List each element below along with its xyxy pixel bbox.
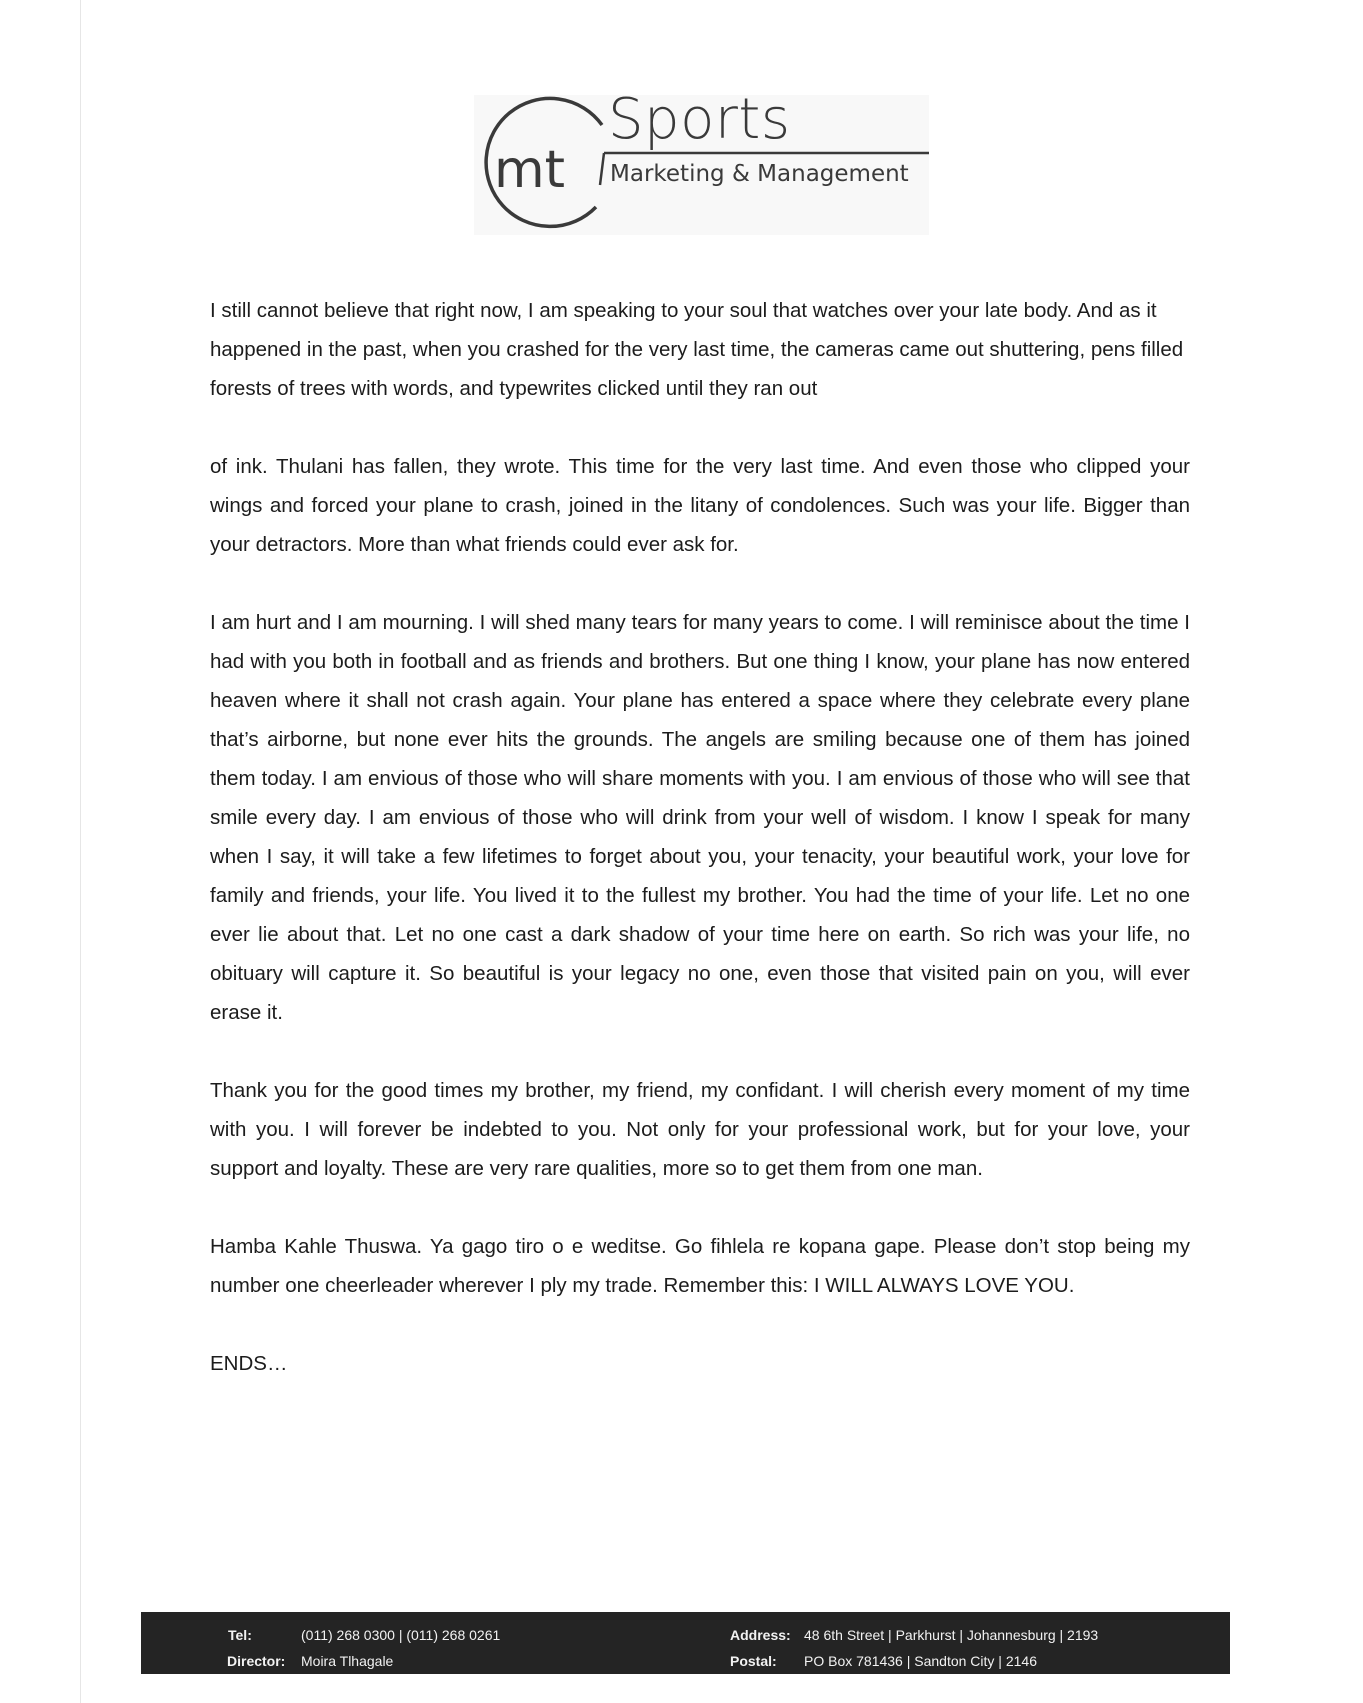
company-logo — [474, 87, 929, 235]
logo-monogram: mt — [494, 140, 566, 200]
letterhead-footer — [141, 1612, 1230, 1674]
logo-subtitle: Marketing & Management — [610, 161, 909, 187]
paragraph-4: Thank you for the good times my brother, my friend, my confidant. I will cherish every moment of my time with you. I will forever be indebted to you. Not only for your professional work, but for your love, your support and loyalty. These are very rare qualities, more so to get them from one man. — [210, 1079, 1190, 1180]
postal-value: PO Box 781436 | Sandton City | 2146 — [804, 1653, 1037, 1669]
paragraph-5: Hamba Kahle Thuswa. Ya gago tiro o e weditse. Go fihlela re kopana gape. Please don’t stop being my number one cheerleader wherever I ply my trade. Remember this: I WILL ALWAYS LOVE YOU. — [210, 1235, 1190, 1297]
page-edge — [80, 0, 81, 1703]
logo-title: Sports — [608, 87, 791, 152]
address-value: 48 6th Street | Parkhurst | Johannesburg | 2193 — [804, 1627, 1099, 1643]
director-label: Director: — [227, 1653, 286, 1669]
postal-label: Postal: — [730, 1653, 777, 1669]
paragraph-1: I still cannot believe that right now, I am speaking to your soul that watches over your late body. And as it happened in the past, when you crashed for the very last time, the cameras came out shuttering, pens filled forests of trees with words, and typewrites clicked until they ran out — [210, 299, 1184, 400]
paragraph-2: of ink. Thulani has fallen, they wrote. This time for the very last time. And even those who clipped your wings and forced your plane to crash, joined in the litany of condolences. Such was your life. Bigger than your detractors. More than what friends could ever ask for. — [210, 455, 1190, 556]
ends-marker: ENDS… — [210, 1352, 288, 1375]
address-label: Address: — [730, 1627, 791, 1643]
paragraph-3: I am hurt and I am mourning. I will shed many tears for many years to come. I will reminisce about the time I had with you both in football and as friends and brothers. But one thing I know, your plane has now entered heaven where it shall not crash again. Your plane has entered a space where they celebrate every plane that’s airborne, but none ever hits the grounds. The angels are smiling because one of them has joined them today. I am envious of those who will share moments with you. I am envious of those who will see that smile every day. I am envious of those who will drink from your well of wisdom. I know I speak for many when I say, it will take a few lifetimes to forget about you, your tenacity, your beautiful work, your love for family and friends, your life. You lived it to the fullest my brother. You had the time of your life. Let no one ever lie about that. Let no one cast a dark shadow of your time here on earth. So rich was your life, no obituary will capture it. So beautiful is your legacy no one, even those that visited pain on you, will ever erase it. — [210, 611, 1190, 1024]
director-value: Moira Tlhagale — [301, 1653, 394, 1669]
tel-label: Tel: — [228, 1627, 252, 1643]
letter-body — [210, 291, 1190, 1383]
tel-value: (011) 268 0300 | (011) 268 0261 — [301, 1627, 501, 1643]
